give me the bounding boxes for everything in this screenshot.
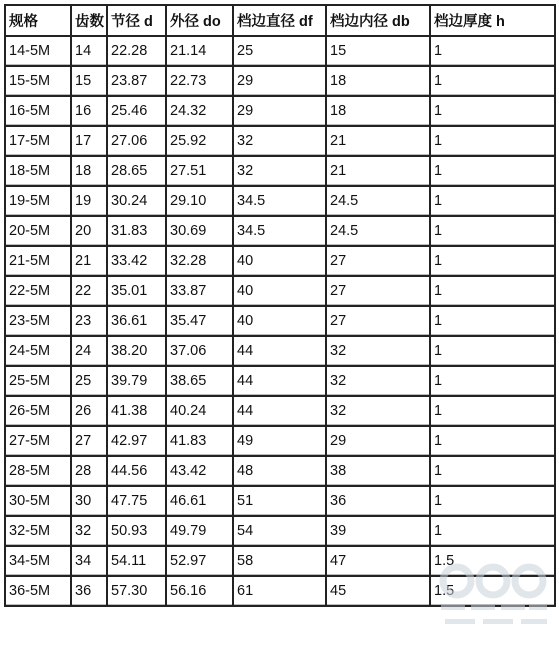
cell-flange-diameter: 44 [234, 367, 327, 397]
cell-teeth: 17 [72, 127, 108, 157]
cell-flange-thickness: 1 [431, 97, 556, 127]
cell-spec: 28-5M [6, 457, 72, 487]
cell-outer-diameter: 41.83 [167, 427, 234, 457]
cell-flange-diameter: 61 [234, 577, 327, 607]
cell-flange-thickness: 1 [431, 247, 556, 277]
cell-spec: 22-5M [6, 277, 72, 307]
cell-outer-diameter: 33.87 [167, 277, 234, 307]
cell-outer-diameter: 27.51 [167, 157, 234, 187]
cell-flange-inner-diameter: 29 [327, 427, 431, 457]
cell-pitch-diameter: 23.87 [108, 67, 167, 97]
cell-outer-diameter: 49.79 [167, 517, 234, 547]
cell-flange-diameter: 25 [234, 37, 327, 67]
table-row [6, 547, 556, 577]
cell-outer-diameter: 40.24 [167, 397, 234, 427]
cell-pitch-diameter: 47.75 [108, 487, 167, 517]
table-row [6, 427, 556, 457]
table-row [6, 127, 556, 157]
cell-flange-diameter: 40 [234, 277, 327, 307]
table-row [6, 277, 556, 307]
cell-pitch-diameter: 28.65 [108, 157, 167, 187]
cell-flange-diameter: 29 [234, 97, 327, 127]
cell-pitch-diameter: 50.93 [108, 517, 167, 547]
cell-flange-inner-diameter: 15 [327, 37, 431, 67]
table-row [6, 67, 556, 97]
cell-flange-thickness: 1 [431, 307, 556, 337]
cell-flange-thickness: 1 [431, 157, 556, 187]
cell-flange-inner-diameter: 18 [327, 97, 431, 127]
cell-pitch-diameter: 54.11 [108, 547, 167, 577]
cell-flange-diameter: 44 [234, 397, 327, 427]
cell-spec: 21-5M [6, 247, 72, 277]
cell-flange-thickness: 1.5 [431, 547, 556, 577]
header-flange-thickness: 档边厚度 h [431, 6, 556, 37]
cell-spec: 24-5M [6, 337, 72, 367]
cell-pitch-diameter: 41.38 [108, 397, 167, 427]
cell-spec: 26-5M [6, 397, 72, 427]
cell-flange-diameter: 40 [234, 307, 327, 337]
cell-flange-diameter: 49 [234, 427, 327, 457]
cell-pitch-diameter: 35.01 [108, 277, 167, 307]
cell-flange-inner-diameter: 38 [327, 457, 431, 487]
cell-teeth: 25 [72, 367, 108, 397]
header-outer-diameter: 外径 do [167, 6, 234, 37]
cell-outer-diameter: 37.06 [167, 337, 234, 367]
header-teeth: 齿数 [72, 6, 108, 37]
cell-pitch-diameter: 38.20 [108, 337, 167, 367]
table-row [6, 367, 556, 397]
cell-pitch-diameter: 27.06 [108, 127, 167, 157]
cell-flange-thickness: 1 [431, 187, 556, 217]
cell-flange-diameter: 48 [234, 457, 327, 487]
table-row [6, 397, 556, 427]
cell-flange-inner-diameter: 21 [327, 157, 431, 187]
cell-outer-diameter: 22.73 [167, 67, 234, 97]
cell-flange-inner-diameter: 32 [327, 397, 431, 427]
table-row [6, 157, 556, 187]
cell-spec: 27-5M [6, 427, 72, 457]
table-row [6, 457, 556, 487]
cell-outer-diameter: 21.14 [167, 37, 234, 67]
cell-flange-thickness: 1.5 [431, 577, 556, 607]
table-row [6, 487, 556, 517]
cell-flange-inner-diameter: 39 [327, 517, 431, 547]
cell-pitch-diameter: 25.46 [108, 97, 167, 127]
cell-flange-diameter: 32 [234, 157, 327, 187]
table-row [6, 247, 556, 277]
table-row [6, 37, 556, 67]
cell-spec: 25-5M [6, 367, 72, 397]
cell-pitch-diameter: 44.56 [108, 457, 167, 487]
header-pitch-diameter: 节径 d [108, 6, 167, 37]
cell-flange-inner-diameter: 24.5 [327, 217, 431, 247]
cell-outer-diameter: 25.92 [167, 127, 234, 157]
cell-pitch-diameter: 57.30 [108, 577, 167, 607]
cell-spec: 19-5M [6, 187, 72, 217]
cell-flange-diameter: 44 [234, 337, 327, 367]
header-flange-inner-diameter: 档边内径 db [327, 6, 431, 37]
cell-teeth: 15 [72, 67, 108, 97]
cell-teeth: 23 [72, 307, 108, 337]
cell-flange-diameter: 34.5 [234, 187, 327, 217]
table-row [6, 307, 556, 337]
cell-flange-inner-diameter: 45 [327, 577, 431, 607]
cell-flange-inner-diameter: 21 [327, 127, 431, 157]
cell-spec: 18-5M [6, 157, 72, 187]
cell-teeth: 14 [72, 37, 108, 67]
cell-outer-diameter: 38.65 [167, 367, 234, 397]
header-spec: 规格 [6, 6, 72, 37]
cell-flange-inner-diameter: 32 [327, 367, 431, 397]
cell-flange-thickness: 1 [431, 487, 556, 517]
cell-teeth: 22 [72, 277, 108, 307]
cell-flange-thickness: 1 [431, 367, 556, 397]
cell-teeth: 19 [72, 187, 108, 217]
cell-outer-diameter: 46.61 [167, 487, 234, 517]
cell-spec: 16-5M [6, 97, 72, 127]
cell-outer-diameter: 52.97 [167, 547, 234, 577]
cell-spec: 30-5M [6, 487, 72, 517]
cell-pitch-diameter: 22.28 [108, 37, 167, 67]
cell-pitch-diameter: 33.42 [108, 247, 167, 277]
cell-outer-diameter: 30.69 [167, 217, 234, 247]
pulley-spec-table [4, 4, 556, 607]
cell-teeth: 21 [72, 247, 108, 277]
cell-flange-inner-diameter: 27 [327, 307, 431, 337]
spec-table-container [4, 4, 556, 607]
cell-teeth: 20 [72, 217, 108, 247]
cell-spec: 34-5M [6, 547, 72, 577]
table-body [6, 37, 556, 607]
cell-teeth: 28 [72, 457, 108, 487]
cell-flange-diameter: 51 [234, 487, 327, 517]
cell-pitch-diameter: 39.79 [108, 367, 167, 397]
cell-outer-diameter: 56.16 [167, 577, 234, 607]
cell-teeth: 32 [72, 517, 108, 547]
table-row [6, 97, 556, 127]
table-row [6, 187, 556, 217]
cell-flange-diameter: 54 [234, 517, 327, 547]
cell-flange-thickness: 1 [431, 427, 556, 457]
cell-flange-diameter: 58 [234, 547, 327, 577]
cell-flange-inner-diameter: 32 [327, 337, 431, 367]
cell-flange-diameter: 40 [234, 247, 327, 277]
cell-pitch-diameter: 30.24 [108, 187, 167, 217]
cell-spec: 32-5M [6, 517, 72, 547]
cell-teeth: 27 [72, 427, 108, 457]
cell-pitch-diameter: 42.97 [108, 427, 167, 457]
table-row [6, 577, 556, 607]
cell-flange-thickness: 1 [431, 517, 556, 547]
header-flange-diameter: 档边直径 df [234, 6, 327, 37]
cell-teeth: 26 [72, 397, 108, 427]
cell-pitch-diameter: 36.61 [108, 307, 167, 337]
cell-pitch-diameter: 31.83 [108, 217, 167, 247]
cell-outer-diameter: 32.28 [167, 247, 234, 277]
cell-flange-thickness: 1 [431, 37, 556, 67]
cell-flange-diameter: 32 [234, 127, 327, 157]
cell-flange-thickness: 1 [431, 127, 556, 157]
cell-flange-thickness: 1 [431, 277, 556, 307]
cell-spec: 14-5M [6, 37, 72, 67]
cell-flange-inner-diameter: 47 [327, 547, 431, 577]
cell-outer-diameter: 24.32 [167, 97, 234, 127]
cell-teeth: 30 [72, 487, 108, 517]
cell-outer-diameter: 29.10 [167, 187, 234, 217]
cell-outer-diameter: 43.42 [167, 457, 234, 487]
cell-teeth: 34 [72, 547, 108, 577]
cell-spec: 17-5M [6, 127, 72, 157]
cell-spec: 15-5M [6, 67, 72, 97]
cell-flange-inner-diameter: 24.5 [327, 187, 431, 217]
cell-spec: 36-5M [6, 577, 72, 607]
cell-outer-diameter: 35.47 [167, 307, 234, 337]
cell-teeth: 24 [72, 337, 108, 367]
cell-teeth: 36 [72, 577, 108, 607]
table-header-row [6, 6, 556, 37]
cell-flange-thickness: 1 [431, 217, 556, 247]
cell-flange-thickness: 1 [431, 337, 556, 367]
cell-flange-diameter: 29 [234, 67, 327, 97]
table-row [6, 517, 556, 547]
table-row [6, 217, 556, 247]
cell-teeth: 18 [72, 157, 108, 187]
cell-flange-inner-diameter: 18 [327, 67, 431, 97]
cell-flange-diameter: 34.5 [234, 217, 327, 247]
cell-flange-inner-diameter: 36 [327, 487, 431, 517]
cell-flange-thickness: 1 [431, 67, 556, 97]
cell-flange-inner-diameter: 27 [327, 277, 431, 307]
cell-flange-thickness: 1 [431, 397, 556, 427]
cell-spec: 23-5M [6, 307, 72, 337]
cell-teeth: 16 [72, 97, 108, 127]
cell-flange-thickness: 1 [431, 457, 556, 487]
table-row [6, 337, 556, 367]
cell-spec: 20-5M [6, 217, 72, 247]
cell-flange-inner-diameter: 27 [327, 247, 431, 277]
